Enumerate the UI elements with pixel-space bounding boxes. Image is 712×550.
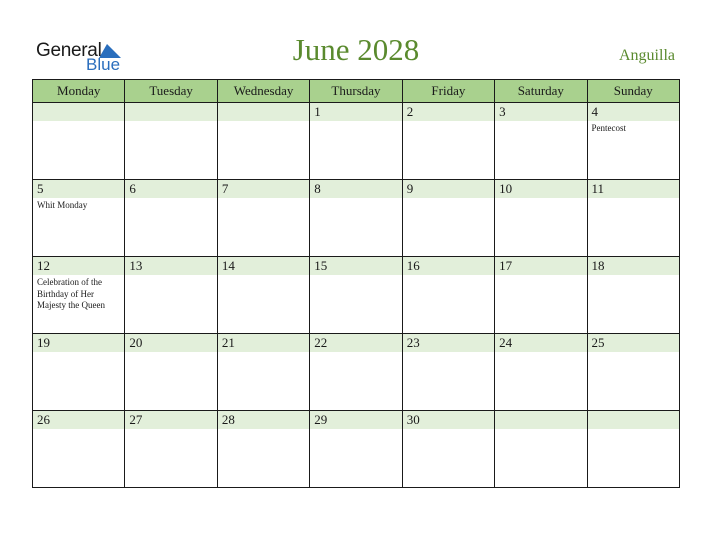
week-row: [33, 103, 680, 180]
day-cell: [402, 411, 494, 488]
day-number: 21: [218, 334, 309, 352]
day-cell: [495, 103, 587, 180]
day-number: 9: [403, 180, 494, 198]
weekday-header: Saturday: [495, 80, 587, 103]
day-number: [33, 103, 124, 121]
day-number: 17: [495, 257, 586, 275]
day-cell: [125, 257, 217, 334]
calendar-body: [33, 103, 680, 488]
day-number: 3: [495, 103, 586, 121]
logo-word-blue: Blue: [86, 55, 121, 74]
day-cell: [217, 257, 309, 334]
day-number: 6: [125, 180, 216, 198]
day-cell: [587, 334, 679, 411]
week-row: [33, 257, 680, 334]
day-cell: [495, 411, 587, 488]
day-number: [218, 103, 309, 121]
weekday-header-row: [33, 80, 680, 103]
day-number: 14: [218, 257, 309, 275]
day-number: 1: [310, 103, 401, 121]
day-number: 16: [403, 257, 494, 275]
day-number: 29: [310, 411, 401, 429]
page-title: June 2028: [292, 32, 420, 67]
day-cell: [587, 180, 679, 257]
day-cell: [402, 257, 494, 334]
day-number: [495, 411, 586, 429]
day-number: 30: [403, 411, 494, 429]
weekday-header: Thursday: [310, 80, 402, 103]
day-number: [588, 411, 679, 429]
region-label: Anguilla: [619, 47, 675, 64]
day-number: 8: [310, 180, 401, 198]
day-number: 28: [218, 411, 309, 429]
week-row: [33, 334, 680, 411]
week-row: [33, 411, 680, 488]
day-number: 7: [218, 180, 309, 198]
day-number: 26: [33, 411, 124, 429]
day-cell: [587, 257, 679, 334]
day-number: 24: [495, 334, 586, 352]
month-calendar: [32, 79, 680, 488]
day-cell: [33, 103, 125, 180]
day-cell: [587, 103, 679, 180]
day-number: 27: [125, 411, 216, 429]
day-number: 15: [310, 257, 401, 275]
day-number: [125, 103, 216, 121]
day-number: 22: [310, 334, 401, 352]
day-cell: [495, 334, 587, 411]
day-number: 11: [588, 180, 679, 198]
logo-word-general: General: [36, 40, 102, 61]
weekday-header: Monday: [33, 80, 125, 103]
weekday-header: Sunday: [587, 80, 679, 103]
day-cell: [33, 334, 125, 411]
day-cell: [125, 180, 217, 257]
day-cell: [402, 334, 494, 411]
day-cell: [217, 103, 309, 180]
weekday-header: Tuesday: [125, 80, 217, 103]
day-number: 18: [588, 257, 679, 275]
day-number: 20: [125, 334, 216, 352]
day-cell: [310, 257, 402, 334]
day-cell: [125, 411, 217, 488]
day-number: 5: [33, 180, 124, 198]
day-cell: [495, 257, 587, 334]
day-cell: [217, 411, 309, 488]
day-number: 19: [33, 334, 124, 352]
day-cell: [217, 334, 309, 411]
day-cell: [33, 411, 125, 488]
day-cell: [125, 103, 217, 180]
day-cell: [402, 180, 494, 257]
weekday-header: Wednesday: [217, 80, 309, 103]
day-cell: [310, 103, 402, 180]
day-number: 13: [125, 257, 216, 275]
day-number: 12: [33, 257, 124, 275]
day-cell: [402, 103, 494, 180]
weekday-header: Friday: [402, 80, 494, 103]
day-number: 2: [403, 103, 494, 121]
day-cell: [495, 180, 587, 257]
day-number: 23: [403, 334, 494, 352]
holiday-label: Celebration of the Birthday of Her Majesty the Queen: [37, 277, 105, 310]
day-cell: [33, 257, 125, 334]
week-row: [33, 180, 680, 257]
day-cell: [587, 411, 679, 488]
day-number: 4: [588, 103, 679, 121]
day-number: 10: [495, 180, 586, 198]
day-cell: [310, 411, 402, 488]
holiday-label: Whit Monday: [37, 200, 88, 210]
day-cell: [310, 334, 402, 411]
day-number: 25: [588, 334, 679, 352]
day-cell: [217, 180, 309, 257]
day-cell: [310, 180, 402, 257]
holiday-label: Pentecost: [591, 123, 627, 133]
day-cell: [125, 334, 217, 411]
day-cell: [33, 180, 125, 257]
